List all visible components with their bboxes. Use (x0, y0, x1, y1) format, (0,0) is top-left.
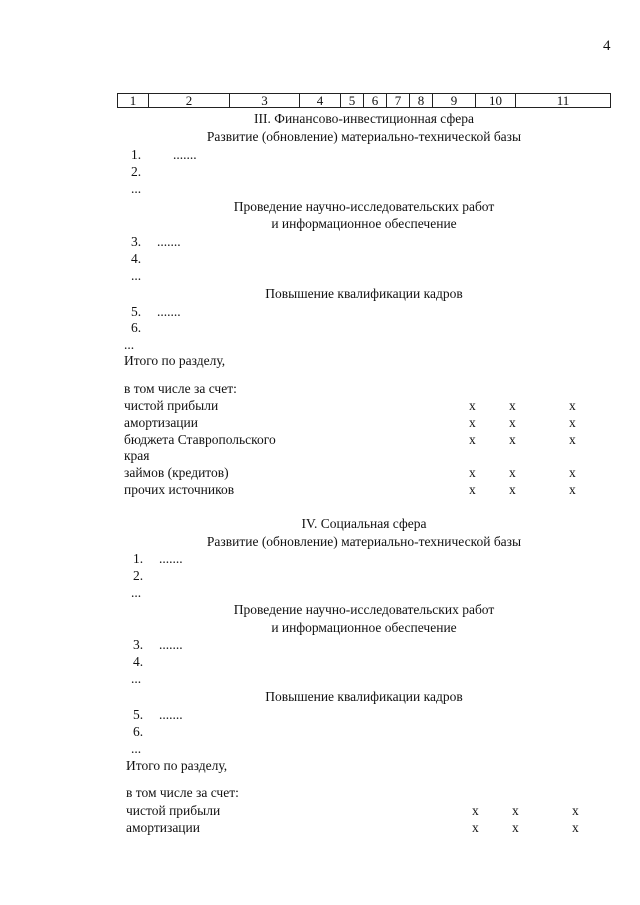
item-placeholder: ....... (159, 707, 183, 722)
cell-col9: x (472, 803, 479, 818)
subsection-title: Повышение квалификации кадров (265, 689, 463, 704)
funding-sources-label: в том числе за счет: (124, 381, 237, 396)
subsection-title: Проведение научно-исследовательских работ (233, 602, 495, 617)
item-number: 5. (133, 707, 144, 722)
cell-col11: x (572, 803, 579, 818)
item-number: 4. (131, 251, 142, 266)
cell-col10: x (512, 820, 519, 835)
cell-col11: x (572, 820, 579, 835)
section-title: III. Финансово-инвестиционная сфера (254, 111, 474, 126)
source-label: амортизации (126, 820, 200, 835)
cell-col11: x (569, 432, 576, 447)
item-placeholder: ....... (173, 147, 197, 162)
ellipsis: ... (124, 337, 135, 352)
ellipsis: ... (131, 181, 142, 196)
column-header-3: 3 (230, 94, 300, 107)
subsection-title: Повышение квалификации кадров (265, 286, 463, 301)
subsection-title: Развитие (обновление) материально-технической базы (206, 129, 522, 144)
item-number: 1. (133, 551, 144, 566)
ellipsis: ... (131, 585, 142, 600)
item-number: 6. (133, 724, 144, 739)
column-header-10: 10 (476, 94, 516, 107)
cell-col11: x (569, 415, 576, 430)
section-total-label: Итого по разделу, (124, 353, 226, 368)
page-number: 4 (603, 38, 611, 54)
item-placeholder: ....... (157, 234, 181, 249)
subsection-title: Развитие (обновление) материально-технической базы (206, 534, 522, 549)
column-header-9: 9 (433, 94, 476, 107)
ellipsis: ... (131, 741, 142, 756)
cell-col9: x (469, 398, 476, 413)
subsection-title-line2: и информационное обеспечение (271, 620, 457, 635)
item-number: 6. (131, 320, 142, 335)
column-header-2: 2 (149, 94, 230, 107)
column-number-header (117, 93, 611, 108)
cell-col11: x (569, 482, 576, 497)
cell-col9: x (469, 415, 476, 430)
column-header-1: 1 (118, 94, 149, 107)
item-number: 1. (131, 147, 142, 162)
item-number: 2. (131, 164, 142, 179)
column-header-6: 6 (364, 94, 387, 107)
cell-col10: x (509, 398, 516, 413)
ellipsis: ... (131, 671, 142, 686)
source-label: прочих источников (124, 482, 235, 497)
column-header-4: 4 (300, 94, 341, 107)
cell-col9: x (469, 432, 476, 447)
item-number: 2. (133, 568, 144, 583)
section-total-label: Итого по разделу, (126, 758, 228, 773)
source-label: займов (кредитов) (124, 465, 229, 480)
item-number: 3. (133, 637, 144, 652)
item-placeholder: ....... (157, 304, 181, 319)
column-header-5: 5 (341, 94, 364, 107)
source-label: чистой прибыли (124, 398, 219, 413)
source-label: амортизации (124, 415, 198, 430)
cell-col10: x (509, 482, 516, 497)
column-header-8: 8 (410, 94, 433, 107)
cell-col9: x (469, 482, 476, 497)
item-number: 4. (133, 654, 144, 669)
cell-col10: x (509, 415, 516, 430)
funding-sources-label: в том числе за счет: (126, 785, 239, 800)
cell-col9: x (469, 465, 476, 480)
ellipsis: ... (131, 268, 142, 283)
cell-col11: x (569, 465, 576, 480)
cell-col10: x (509, 465, 516, 480)
cell-col10: x (509, 432, 516, 447)
item-placeholder: ....... (159, 551, 183, 566)
cell-col9: x (472, 820, 479, 835)
cell-col11: x (569, 398, 576, 413)
column-header-7: 7 (387, 94, 410, 107)
item-number: 5. (131, 304, 142, 319)
source-label-continuation: края (124, 448, 150, 463)
item-placeholder: ....... (159, 637, 183, 652)
cell-col10: x (512, 803, 519, 818)
subsection-title-line2: и информационное обеспечение (271, 216, 457, 231)
item-number: 3. (131, 234, 142, 249)
subsection-title: Проведение научно-исследовательских работ (233, 199, 495, 214)
source-label: бюджета Ставропольского (124, 432, 276, 447)
section-title: IV. Социальная сфера (301, 516, 427, 531)
source-label: чистой прибыли (126, 803, 221, 818)
column-header-11: 11 (556, 93, 570, 108)
